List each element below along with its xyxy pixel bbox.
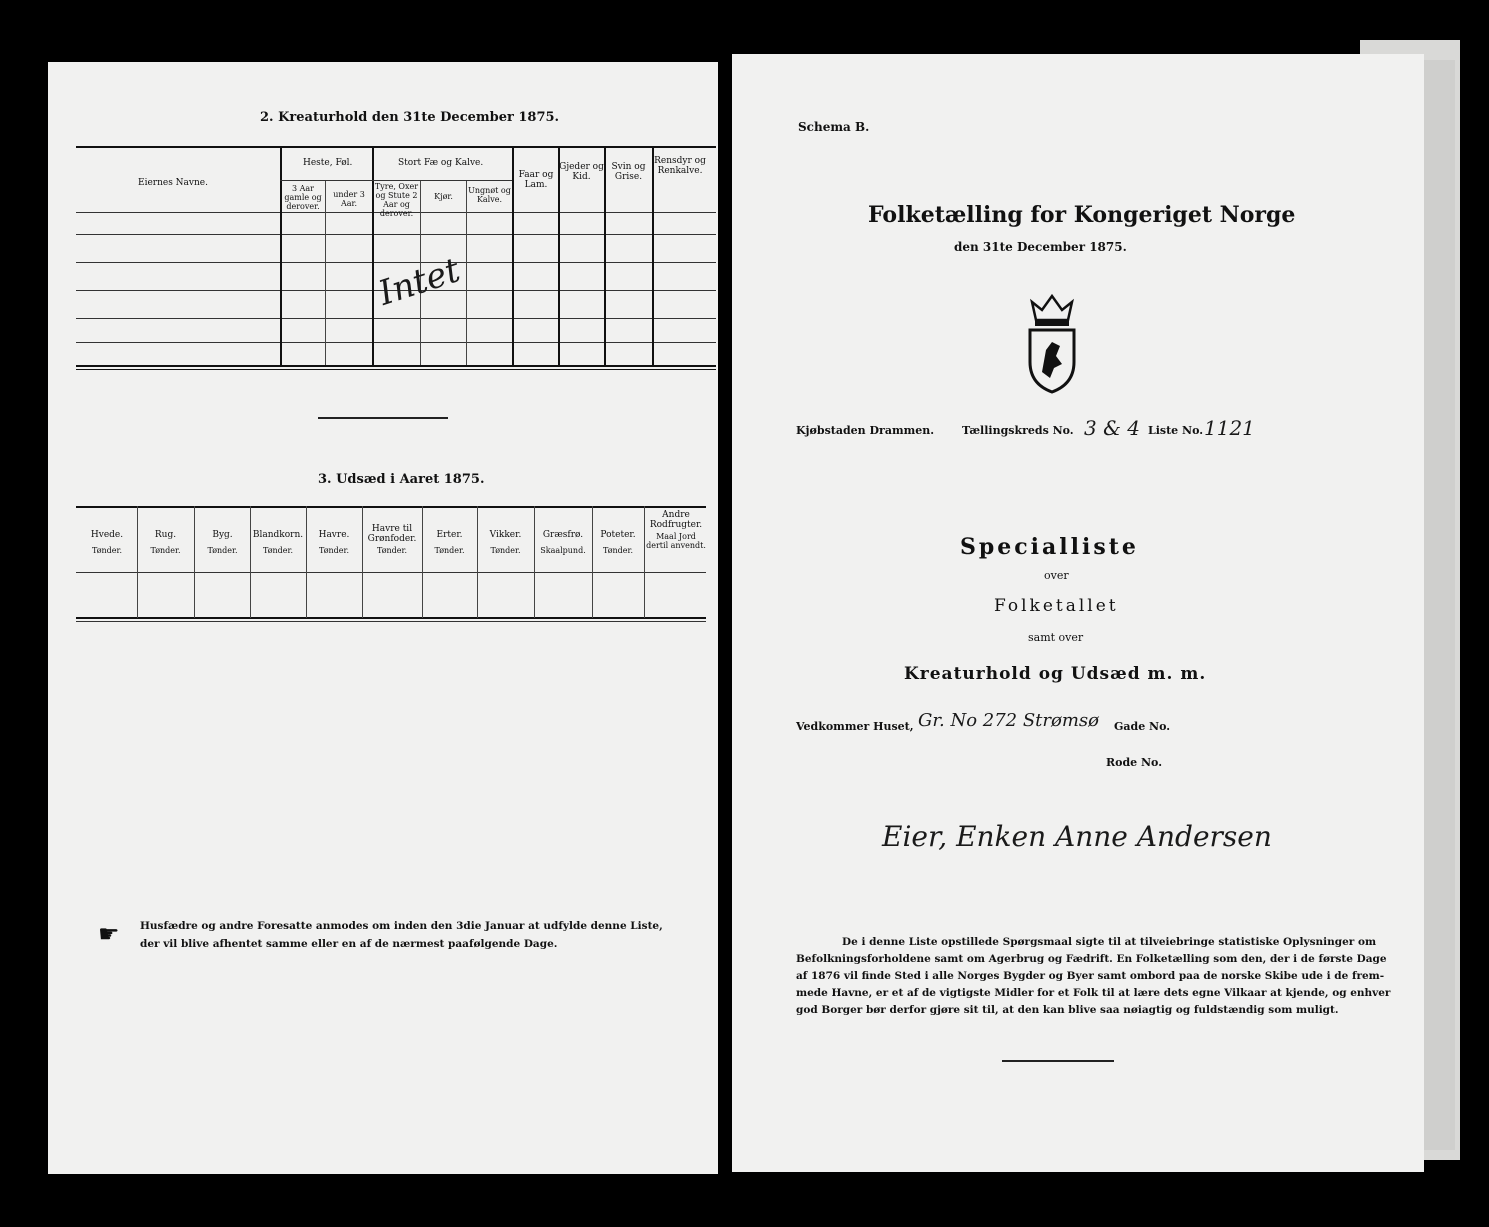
sowing-col-havre: [307, 530, 361, 555]
sowing-bottom-rule: [76, 621, 706, 622]
sowing-rule: [306, 506, 307, 618]
column-rule: [466, 180, 467, 365]
document-date: den 31te December 1875.: [954, 240, 1127, 254]
paragraph-line: af 1876 vil finde Sted i alle Norges Bygder og Byer samt ombord paa de norske Skibe ude i de frem-: [796, 970, 1385, 982]
sowing-label: Andre Rodfrugter.: [649, 510, 703, 530]
table-bottom-rule: [76, 365, 716, 367]
section-3-title: 3. Udsæd i Aaret 1875.: [318, 472, 485, 487]
notice-text: Husfædre og andre Foresatte anmodes om inden den 3die Januar at udfylde denne Liste, der vil blive afhentet samme eller en af de nærmest paafølgende Dage.: [140, 920, 663, 950]
table-row-rule: [76, 234, 716, 235]
sowing-label: Havre til Grønfoder.: [367, 524, 417, 544]
sowing-header-rule: [76, 572, 706, 573]
sowing-rule: [250, 506, 251, 618]
sowing-unit: Tønder.: [602, 546, 634, 555]
closing-separator: [1002, 1060, 1114, 1062]
owner-handwriting: Eier, Enken Anne Andersen: [882, 820, 1272, 853]
header-owner: Eiernes Navne.: [138, 178, 208, 188]
sowing-bottom-rule: [76, 617, 706, 619]
sowing-label: Havre.: [318, 530, 350, 540]
sowing-label: Hvede.: [90, 530, 124, 540]
explanation-paragraph: [796, 934, 1391, 1019]
sowing-label: Poteter.: [600, 530, 636, 540]
liste-value: 1121: [1204, 416, 1255, 440]
sowing-rule: [362, 506, 363, 618]
column-rule: [372, 146, 374, 366]
sowing-col-hvede: [78, 530, 136, 555]
paragraph-line: Befolkningsforholdene samt om Agerbrug og Fædrift. En Folketælling som den, der i de første Dage: [796, 953, 1387, 965]
header-horses-sub2: under 3 Aar.: [333, 190, 365, 208]
sowing-label: Græsfrø.: [542, 530, 584, 540]
sowing-col-rodfrugter: [645, 510, 707, 550]
house-label: Vedkommer Huset,: [796, 720, 914, 733]
kreds-label: Tællingskreds No.: [962, 424, 1074, 437]
kreaturhold-title: Kreaturhold og Udsæd m. m.: [904, 664, 1207, 684]
house-value: Gr. No 272 Strømsø: [918, 710, 1099, 731]
sowing-col-gronfoder: [363, 524, 421, 555]
folketallet-text: Folketallet: [994, 596, 1119, 616]
sowing-label: Erter.: [436, 530, 463, 540]
sowing-unit: Skaalpund.: [540, 546, 586, 555]
table-top-rule: [76, 146, 716, 148]
sowing-unit: Tønder.: [376, 546, 408, 555]
kreds-value: 3 & 4: [1084, 416, 1140, 440]
sowing-col-graesfro: [535, 530, 591, 555]
sowing-top-rule: [76, 506, 706, 508]
table-row-rule: [76, 318, 716, 319]
over-text: over: [1044, 569, 1069, 582]
pointing-hand-icon: ☛: [98, 920, 120, 948]
sowing-col-byg: [195, 530, 250, 555]
separator: [318, 417, 448, 419]
sowing-unit: Tønder.: [434, 546, 465, 555]
left-page: [48, 62, 718, 1174]
header-pigs: Svin og Grise.: [611, 162, 646, 182]
header-horses-sub1: 3 Aar gamle og derover.: [284, 184, 322, 211]
sowing-unit: Maal Jord dertil anvendt.: [646, 532, 706, 550]
table-row-rule: [76, 262, 716, 263]
sowing-unit: Tønder.: [262, 546, 294, 555]
coat-of-arms-icon: [1022, 292, 1082, 394]
paragraph-line: mede Havne, er et af de vigtigste Midler for et Folk til at lære dets egne Vilkaar at kjende, og enhver: [796, 987, 1391, 999]
sowing-unit: Tønder.: [91, 546, 123, 555]
column-rule: [652, 146, 654, 366]
header-sheep: Faar og Lam.: [518, 170, 554, 190]
sowing-col-poteter: [593, 530, 643, 555]
sowing-rule: [194, 506, 195, 618]
sowing-col-blandkorn: [251, 530, 305, 555]
gade-label: Gade No.: [1114, 720, 1171, 733]
column-rule: [280, 146, 282, 366]
sowing-unit: Tønder.: [318, 546, 350, 555]
header-cattle-sub3: Ungnøt og Kalve.: [468, 186, 511, 204]
sowing-label: Blandkorn.: [252, 530, 304, 540]
table-row-rule: [76, 342, 716, 343]
sowing-unit: Tønder.: [207, 546, 238, 555]
sowing-rule: [592, 506, 593, 618]
header-cattle-sub2: Kjør.: [434, 192, 453, 201]
sowing-label: Vikker.: [489, 530, 522, 540]
sowing-rule: [644, 506, 645, 618]
table-bottom-rule: [76, 369, 716, 370]
header-reindeer: Rensdyr og Renkalve.: [654, 156, 706, 176]
sowing-rule: [534, 506, 535, 618]
header-goats: Gjeder og Kid.: [559, 162, 604, 182]
sowing-rule: [137, 506, 138, 618]
sowing-col-vikker: [478, 530, 533, 555]
document-title: Folketælling for Kongeriget Norge: [868, 202, 1296, 228]
handwritten-intet: Intet: [373, 250, 465, 314]
sowing-rule: [477, 506, 478, 618]
sowing-label: Rug.: [154, 530, 177, 540]
section-2-title: 2. Kreaturhold den 31te December 1875.: [260, 110, 560, 125]
schema-label: Schema B.: [798, 120, 870, 134]
sowing-col-erter: [423, 530, 476, 555]
liste-label: Liste No.: [1148, 424, 1204, 437]
sowing-col-rug: [138, 530, 193, 555]
sowing-unit: Tønder.: [150, 546, 181, 555]
samt-over-text: samt over: [1028, 631, 1084, 644]
header-cattle: Stort Fæ og Kalve.: [398, 158, 484, 168]
sowing-label: Byg.: [212, 530, 233, 540]
sowing-unit: Tønder.: [490, 546, 521, 555]
rode-label: Rode No.: [1106, 756, 1163, 769]
right-page: [732, 54, 1424, 1172]
subheader-rule: [280, 180, 512, 181]
paragraph-line: De i denne Liste opstillede Spørgsmaal sigte til at tilveiebringe statistiske Oplysninger om: [842, 936, 1377, 948]
paragraph-line: god Borger bør derfor gjøre sit til, at den kan blive saa nøiagtig og fuldstændig som muligt.: [796, 1004, 1339, 1016]
header-cattle-sub1: Tyre, Oxer og Stute 2 Aar og derover.: [374, 182, 419, 218]
city-label: Kjøbstaden Drammen.: [796, 424, 935, 437]
header-horses: Heste, Føl.: [303, 158, 353, 168]
sowing-rule: [422, 506, 423, 618]
specialliste-title: Specialliste: [960, 534, 1139, 560]
